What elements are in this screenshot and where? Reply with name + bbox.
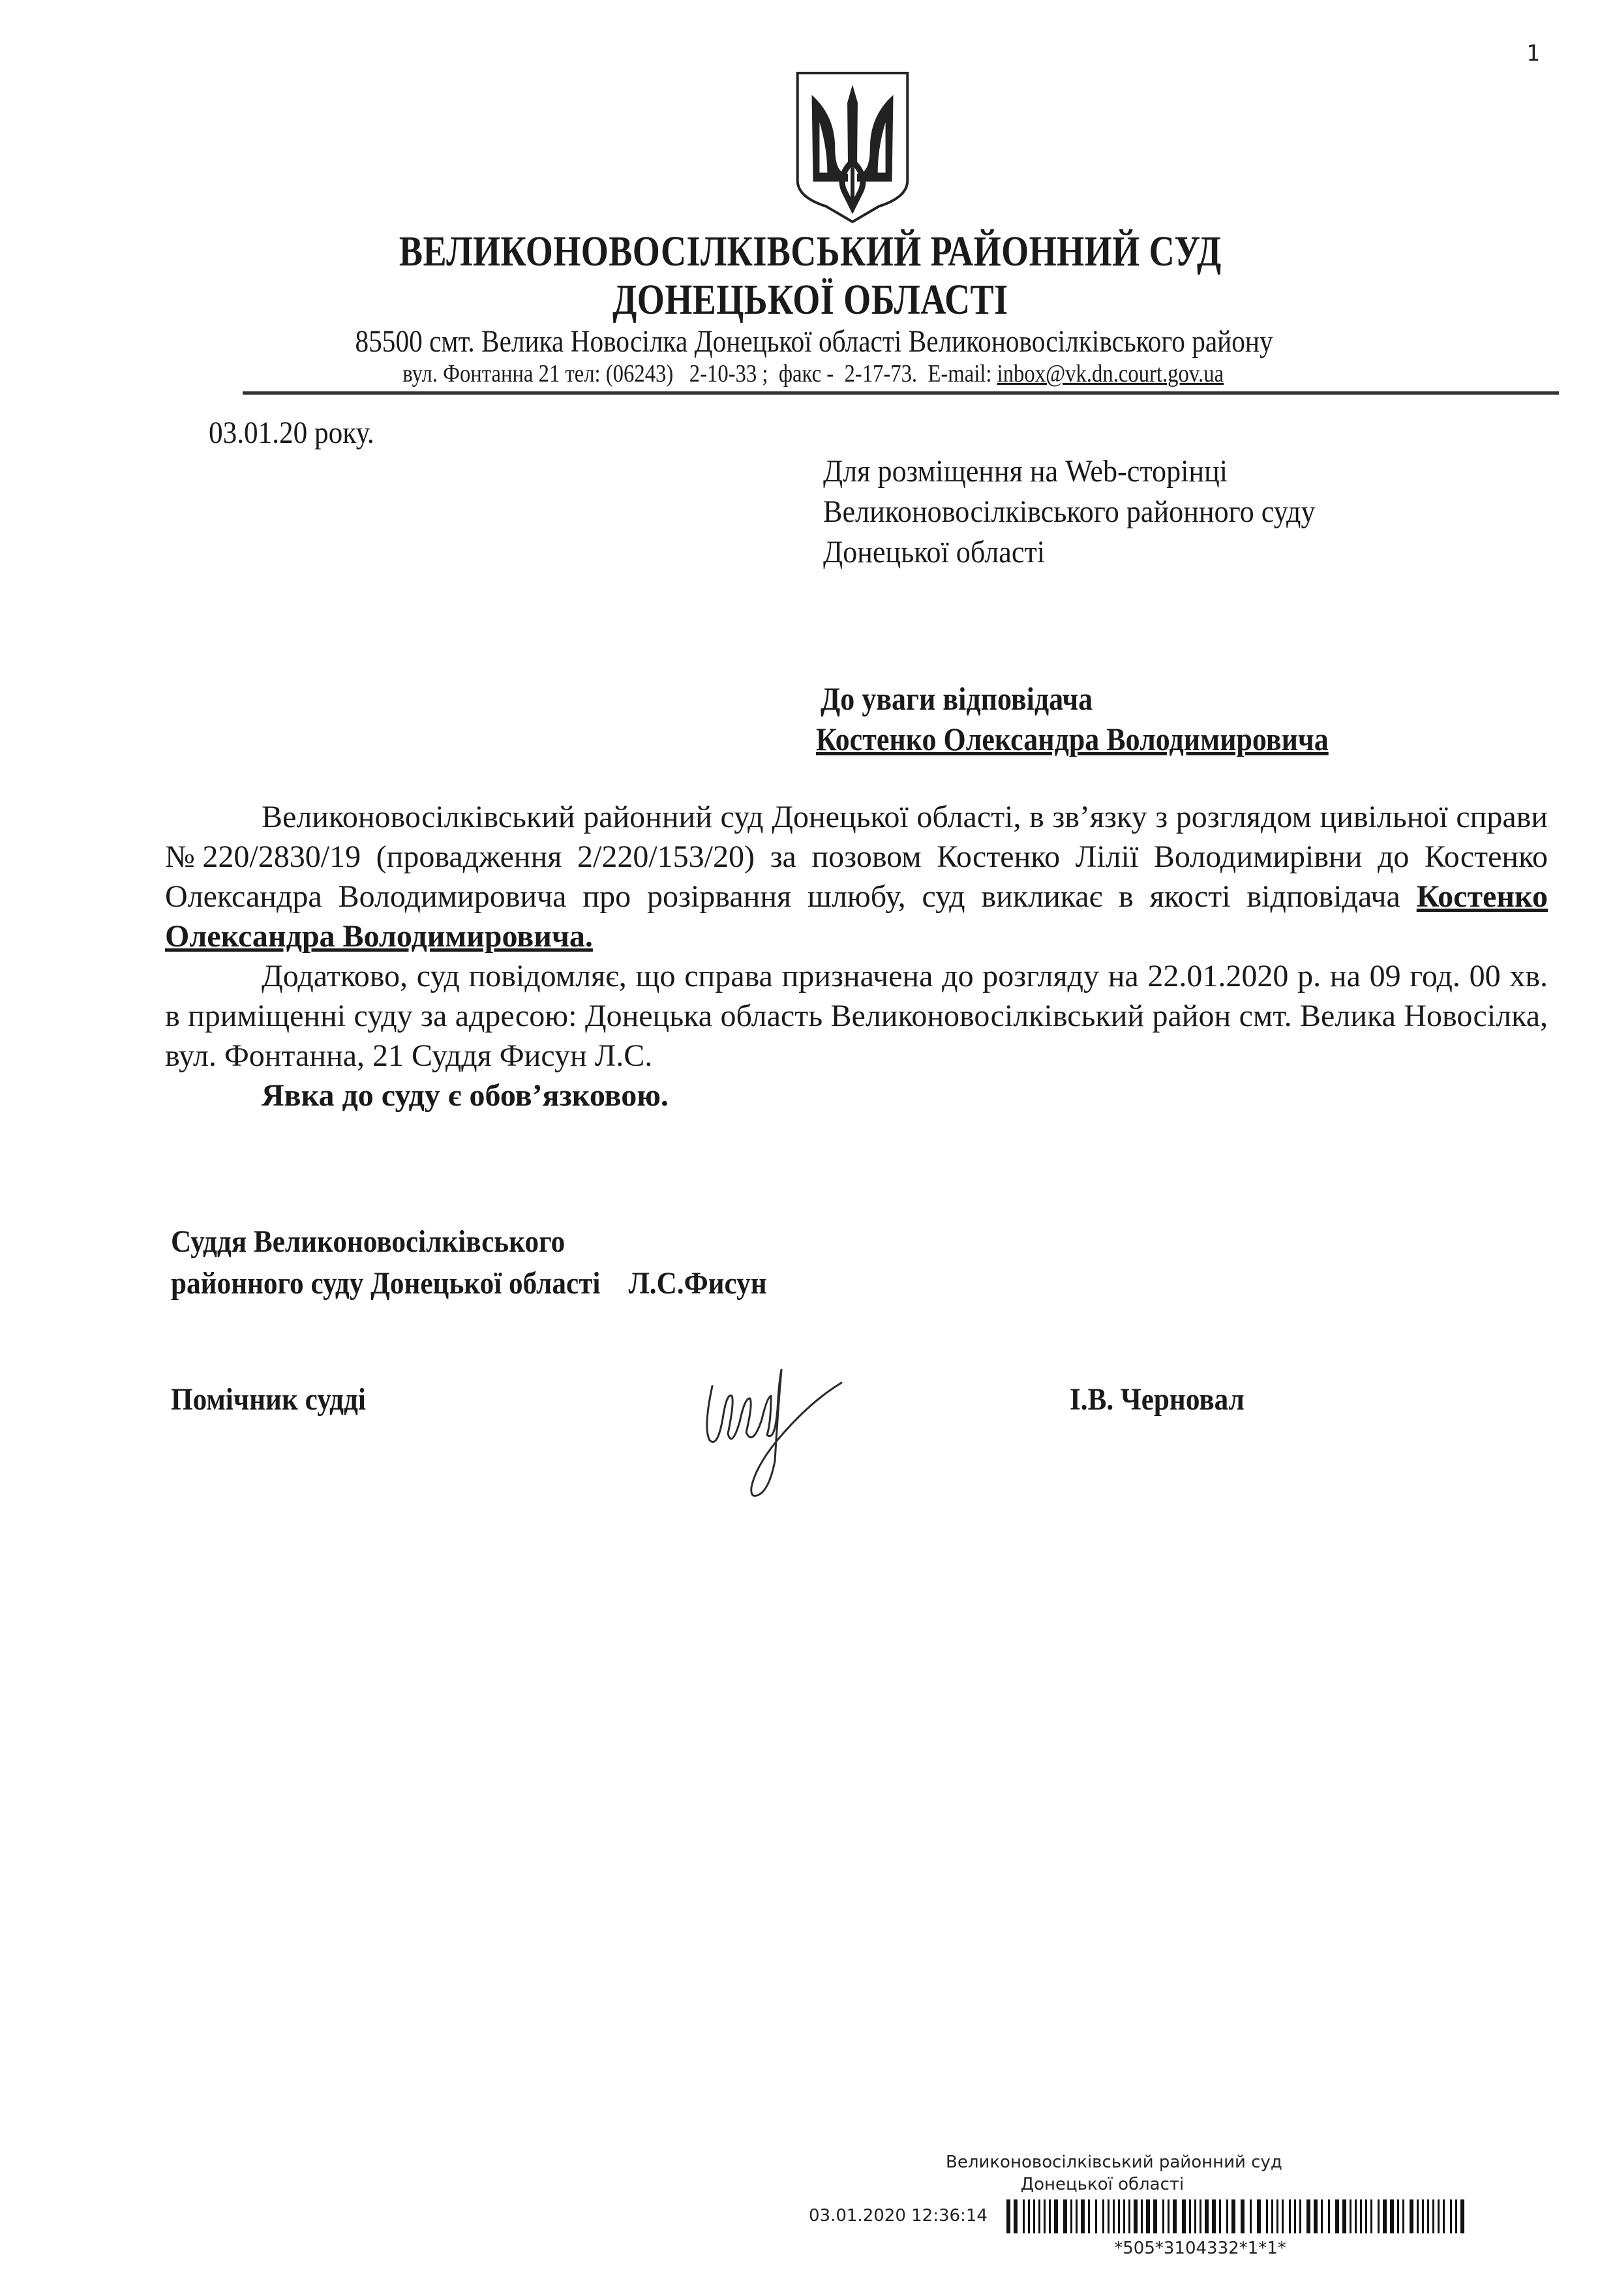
barcode-bar (1342, 2199, 1346, 2233)
mandatory-attendance-note: Явка до суду є обов’язковою. (262, 1078, 669, 1113)
barcode-bar (1410, 2199, 1413, 2233)
stamp-court-line2: Донецької області (1020, 2175, 1185, 2194)
barcode-bar (1006, 2199, 1010, 2233)
barcode-bar (1443, 2199, 1445, 2233)
barcode-bar (1123, 2199, 1125, 2233)
barcode-bar (1276, 2199, 1278, 2233)
court-contacts (119, 360, 1507, 387)
barcode-bar (1432, 2199, 1434, 2233)
barcode-bar (1146, 2199, 1150, 2233)
barcode-bar (1417, 2199, 1419, 2233)
barcode-bar (1102, 2199, 1104, 2233)
recipient-line: Для розміщення на Web-сторінці (823, 454, 1228, 489)
barcode-bar (1335, 2199, 1339, 2233)
barcode-bar (1033, 2199, 1035, 2233)
recipient-line: Великоновосілківського районного суду (823, 494, 1316, 529)
barcode-bar (1173, 2199, 1177, 2233)
barcode-bar (1194, 2199, 1196, 2233)
assistant-title: Помічник судді (171, 1382, 366, 1417)
recipient-line: Донецької області (823, 535, 1046, 569)
document-date: 03.01.20 року. (209, 415, 374, 450)
judge-title-line: Суддя Великоновосілківського (171, 1224, 566, 1259)
barcode-bar (1257, 2199, 1261, 2233)
barcode-bar (1455, 2199, 1457, 2233)
barcode-bar (1271, 2199, 1273, 2233)
barcode-bar (1328, 2199, 1330, 2233)
court-address: 85500 смт. Велика Новосілка Донецької області Великоновосілківського району (355, 324, 1273, 359)
trident-coat-of-arms-icon (794, 70, 911, 224)
barcode-bar (1422, 2199, 1424, 2233)
barcode-bar (1427, 2199, 1429, 2233)
barcode-bar (1438, 2199, 1440, 2233)
stamp-timestamp: 03.01.2020 12:36:14 (809, 2206, 988, 2226)
barcode-bar (1397, 2199, 1399, 2233)
barcode-bar (1219, 2199, 1221, 2233)
barcode-bar (1113, 2199, 1115, 2233)
judge-title-line: районного суду Донецької області Л.С.Фисун (171, 1266, 767, 1301)
assistant-name: І.В. Черновал (1070, 1382, 1245, 1417)
barcode-bar (1141, 2199, 1143, 2233)
barcode-bar (1162, 2199, 1164, 2233)
barcode-bar (1153, 2199, 1157, 2233)
barcode-bar (1350, 2199, 1351, 2233)
barcode-bar (1189, 2199, 1191, 2233)
barcode-bar (1365, 2199, 1367, 2233)
barcode-bar (1282, 2199, 1284, 2233)
defendant-name-emphasis: Костенко Олександра Володимировича. (165, 879, 1548, 954)
attention-label: До уваги відповідача (821, 680, 1093, 717)
barcode-bar (1294, 2199, 1296, 2233)
barcode-bar (1212, 2199, 1216, 2233)
barcode-bar (1205, 2199, 1209, 2233)
barcode-bar (1182, 2199, 1186, 2233)
notice-body (165, 797, 1548, 1115)
body-paragraph (165, 797, 1548, 956)
recipient-block (823, 451, 1316, 573)
barcode-bar (1070, 2199, 1072, 2233)
barcode-bar (1383, 2199, 1387, 2233)
barcode-bar (1095, 2199, 1097, 2233)
barcode-bar (1402, 2199, 1404, 2233)
barcode-bar (1299, 2199, 1301, 2233)
defendant-name: Костенко Олександра Володимировича (815, 721, 1329, 757)
paragraph-text: Великоновосілківський районний суд Донецької області, в зв’язку з розглядом цивільної справи №220/2830/19 (провадження 2/220/153/20) за позовом Костенко Лілії Володимирівни до Костенко Олександра Володимировича про розірвання шлюбу, суд викликає в якості відповідача (165, 800, 1548, 914)
body-paragraph: Додатково, суд повідомляє, що справа призначена до розгляду на 22.01.2020 р. на 09 год. 00 хв. в приміщенні суду за адресою: Донецька область Великоновосілківський район смт. Велика Новосілка, вул. Фонтанна, 21 Суддя Фисун Л.С. (165, 959, 1548, 1073)
barcode-bar (1314, 2199, 1318, 2233)
barcode-bar (1231, 2199, 1235, 2233)
barcode-bar (1168, 2199, 1170, 2233)
barcode-bar (1226, 2199, 1228, 2233)
barcode-bar (1081, 2199, 1085, 2233)
barcode-bar (1266, 2199, 1268, 2233)
barcode-bar (1390, 2199, 1394, 2233)
barcode-number: *505*3104332*1*1* (1114, 2239, 1286, 2258)
court-title-line2: ДОНЕЦЬКОЇ ОБЛАСТІ (612, 276, 1008, 324)
barcode-bar (1460, 2199, 1464, 2233)
barcode-bar (1321, 2199, 1323, 2233)
barcode-bar (1450, 2199, 1452, 2233)
header-divider (243, 391, 1559, 395)
barcode-bar (1134, 2199, 1138, 2233)
barcode-bar (1241, 2199, 1245, 2233)
page-number: 1 (1526, 40, 1540, 67)
barcode-bar (1088, 2199, 1090, 2233)
barcode-bar (1118, 2199, 1120, 2233)
barcode-bar (1054, 2199, 1058, 2233)
barcode-bar (1360, 2199, 1362, 2233)
barcode-bar (1023, 2199, 1025, 2233)
barcode-bar (1200, 2199, 1201, 2233)
barcode-icon (1006, 2199, 1466, 2233)
barcode-bar (1370, 2199, 1372, 2233)
contact-details: вул. Фонтанна 21 тел: (06243) 2-10-33 ; факс - 2-17-73. E-mail: (402, 360, 997, 387)
email-link[interactable]: inbox@vk.dn.court.gov.ua (997, 360, 1224, 387)
handwritten-signature-icon (698, 1357, 985, 1507)
barcode-bar (1355, 2199, 1357, 2233)
barcode-bar (1289, 2199, 1291, 2233)
barcode-bar (1076, 2199, 1078, 2233)
barcode-bar (1014, 2199, 1018, 2233)
stamp-court-line1: Великоновосілківський районний суд (946, 2152, 1282, 2172)
judge-signature-block (171, 1221, 767, 1305)
barcode-bar (1378, 2199, 1380, 2233)
court-title-line1: ВЕЛИКОНОВОСІЛКІВСЬКИЙ РАЙОННИЙ СУД (399, 228, 1222, 275)
barcode-bar (1306, 2199, 1310, 2233)
barcode-bar (1038, 2199, 1040, 2233)
barcode-bar (1250, 2199, 1252, 2233)
barcode-bar (1108, 2199, 1109, 2233)
barcode-bar (1063, 2199, 1067, 2233)
barcode-bar (1049, 2199, 1051, 2233)
barcode-bar (1044, 2199, 1046, 2233)
attention-block (815, 678, 1329, 759)
barcode-bar (1028, 2199, 1030, 2233)
barcode-bar (1128, 2199, 1130, 2233)
